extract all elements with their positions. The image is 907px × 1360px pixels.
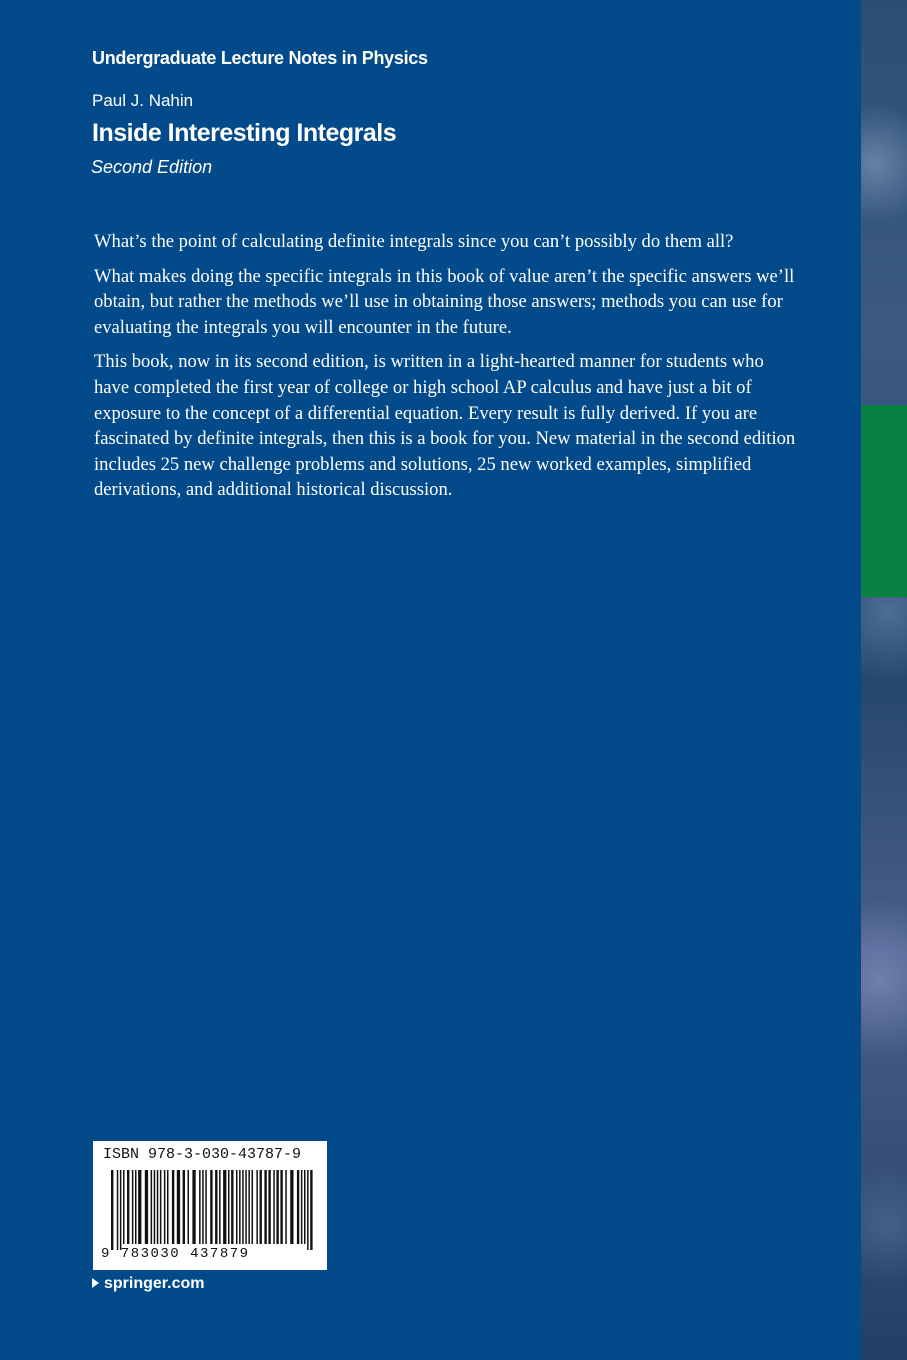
barcode-digits: 9 783030 437879 xyxy=(101,1246,250,1262)
website-link[interactable] xyxy=(92,1275,204,1293)
website-label: springer.com xyxy=(104,1275,205,1292)
blurb-paragraph: This book, now in its second edition, is written in a light-hearted manner for students who have completed the first year of college or high school AP calculus and have just a bit of exposure to the concept of a differential equation. Every result is fully derived. If you are fascinated by definite integrals, then this is a book for you. New material in the second edition includes 25 new challenge problems and solutions, 25 new worked examples, simplified derivations, and additional historical discussion. xyxy=(94,351,796,501)
isbn-barcode xyxy=(93,1141,327,1270)
barcode-bars xyxy=(111,1170,316,1250)
author-name: Paul J. Nahin xyxy=(92,91,194,110)
series-name: Undergraduate Lecture Notes in Physics xyxy=(92,48,428,68)
arrow-right-icon xyxy=(92,1278,99,1288)
spine-image-strip xyxy=(861,0,907,1360)
isbn-label: ISBN 978-3-030-43787-9 xyxy=(103,1146,302,1163)
blurb-paragraph: What’s the point of calculating definite integrals since you can’t possibly do them all? xyxy=(94,231,734,252)
edition-label: Second Edition xyxy=(91,157,213,177)
book-title: Inside Interesting Integrals xyxy=(92,119,397,147)
spine-green-band xyxy=(861,405,907,597)
blurb-paragraph: What makes doing the specific integrals in this book of value aren’t the specific answers we’ll obtain, but rather the methods we’ll use in obtaining those answers; methods you can use for evaluating the integrals you will encounter in the future. xyxy=(94,265,795,338)
blurb-text xyxy=(94,229,799,512)
